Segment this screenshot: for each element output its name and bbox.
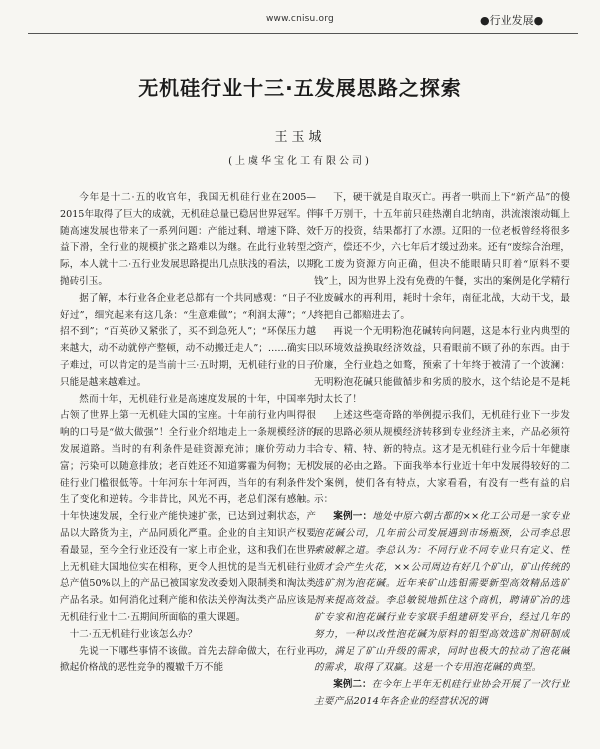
page-header [0, 0, 600, 40]
paragraph-what-not-to-do: 先说一下哪些事情不该做。首先去辞命做大，在行业再掀起价格战的恶性竞争的覆辙千万不能 [60, 645, 316, 674]
paragraph-difficulties: 据了解，本行业各企业老总都有一个共同感观：“日子不好过”，细究起来有这几条：“生意难做”；“利润太薄”；“人招不到”；“百英砂又紧张了，买不到急死人”；“环保压力越来越大，动不动就停产整顿，动不动搬迁走人”；……确实日子难过，可以肯定的是当前十三·五时期，无机硅行业的日子只能是越来越难过。 [60, 292, 316, 388]
article-author: 王玉城 [274, 130, 326, 145]
case-two-label: 案例二： [333, 679, 372, 691]
paragraph-continued: 下，硬干就是自取灭亡。再者一哄而上下“新产品”的傻事千万别干，十五年前只硅热潮自北纳南，洪流滚滚动辄上千万的投资，结果都打了水漂。辽阳的一位老板曾经将很多资产，偿还不少，六七年后才缓过劲来。还有“废综合治理，化工废为资源方向正确，但决不能眼睛只盯着“原料不要钱”上，因为世界上没有免费的午餐，实出的案例是化学精行业废碱水的再利用，耗时十余年，南征北战，大动干戈，最终把自己都赔进去了。 [314, 192, 570, 321]
paragraph-specialization: 上述这些毫奇路的举例提示我们，无机硅行业下一步发展的思路必须从规模经济转移到专业经济主来，产品必须符合专、精、特、新的特点。这才是无机硅行业今后十年健康发展的必由之路。下面我举本行业近十年中发展得较好的二个案例，使们各有特点，大家看看，有没有一些有益的启示： [314, 410, 570, 506]
case-one [314, 509, 570, 677]
header-divider [28, 33, 578, 34]
case-two-text: 在今年上半年无机硅行业协会开展了一次行业主要产品2014年各企业的经营状况的调 [314, 679, 570, 707]
paragraph-intro: 今年是十二·五的收官年，我国无机硅行业在2005—2015年取得了巨大的成就，无机硅总量已稳居世界冠军。伴随高速发展也带来了一系列问题：产能过剩、增速下降、效益下滑，全行业的规模扩张之路难以为继。在此行业转型之际，本人就十二·五行业发展思路提出几点肤浅的看法，以期抛砖引玉。 [60, 192, 316, 287]
article-title: 无机硅行业十三·五发展思路之探索 [138, 76, 462, 100]
author-affiliation: (上虞华宝化工有限公司) [228, 156, 372, 167]
case-one-text: 地处中原六朝古都的××化工公司是一家专业泡花碱公司，几年前公司发展遇到市场瓶颈，公司李总思索破解之道。李总认为：不同行业不同专业只有定义、性质才会产生火花，××公司周边有好几个矿山，矿山传统的选矿剂为泡花碱。近年来矿山选钼需要新型高效精品选矿剂来提高效益。李总敏锐地抓住这个商机，聘请矿冶的选矿专家和泡花碱行业专家联手组建研发平台，经过几年的努力，一种以改性泡花碱为原料的钼型高效选矿剂研制成功，满足了矿山升级的需求，同时也极大的拉动了泡花碱的需求，取得了双赢。这是一个专用泡花碱的典型。 [314, 511, 570, 674]
section-tag: ●行业发展● [480, 14, 544, 27]
case-two [314, 677, 570, 711]
right-column [314, 190, 570, 745]
left-column [60, 190, 316, 745]
paragraph-sodium-silicate: 再说一个无明粉泡花碱转向问题，这是本行业内典型的以环境效益换取经济效益，只看眼前不顾了孙的东西。由于价廉，全行业趋之如鹜，预索了十年终于被清了一个波澜：无明粉泡花碱只能做循步和劣质的胶水，这个结论是不是耗时太长了！ [314, 326, 570, 405]
site-url: www.cnisu.org [266, 14, 334, 24]
section-heading: 十二·五无机硅行业该怎么办？ [69, 628, 198, 640]
case-one-label: 案例一： [333, 511, 373, 523]
paragraph-past-decade: 然而十年，无机硅行业是高速度发展的十年，中国率先占领了世界上第一无机硅大国的宝座。十年前行业内叫得很响的口号是“做大做强”！全行业介绍地走上一条规模经济的发展道路。当时的有利条件是硅资源充沛；廉价劳动力丰富；污染可以随意排放；老百姓还不知道雾霾为何物；无机硅行业门槛很低等。十年河东十年河西，当年的有利条件发生了变化和逆转。今非昔比，风光不再，老总们深有感触。十年快速发展，全行业产能快速扩张，已达到过剩状态，产品以大路货为主，产品同质化严重。企业的自主知识产权要看最显，至今全行业还没有一家上市企业，这和我们在世界上无机硅大国地位实在相称，更令人担忧的是当无机硅行业总产值50%以上的产品已被国家发改委划入限制类和淘汰类产品名录。如何消化过剩产能和依法关停淘汰类产品应该是无机硅行业十二·五期间所面临的重大课题。 [60, 393, 316, 623]
